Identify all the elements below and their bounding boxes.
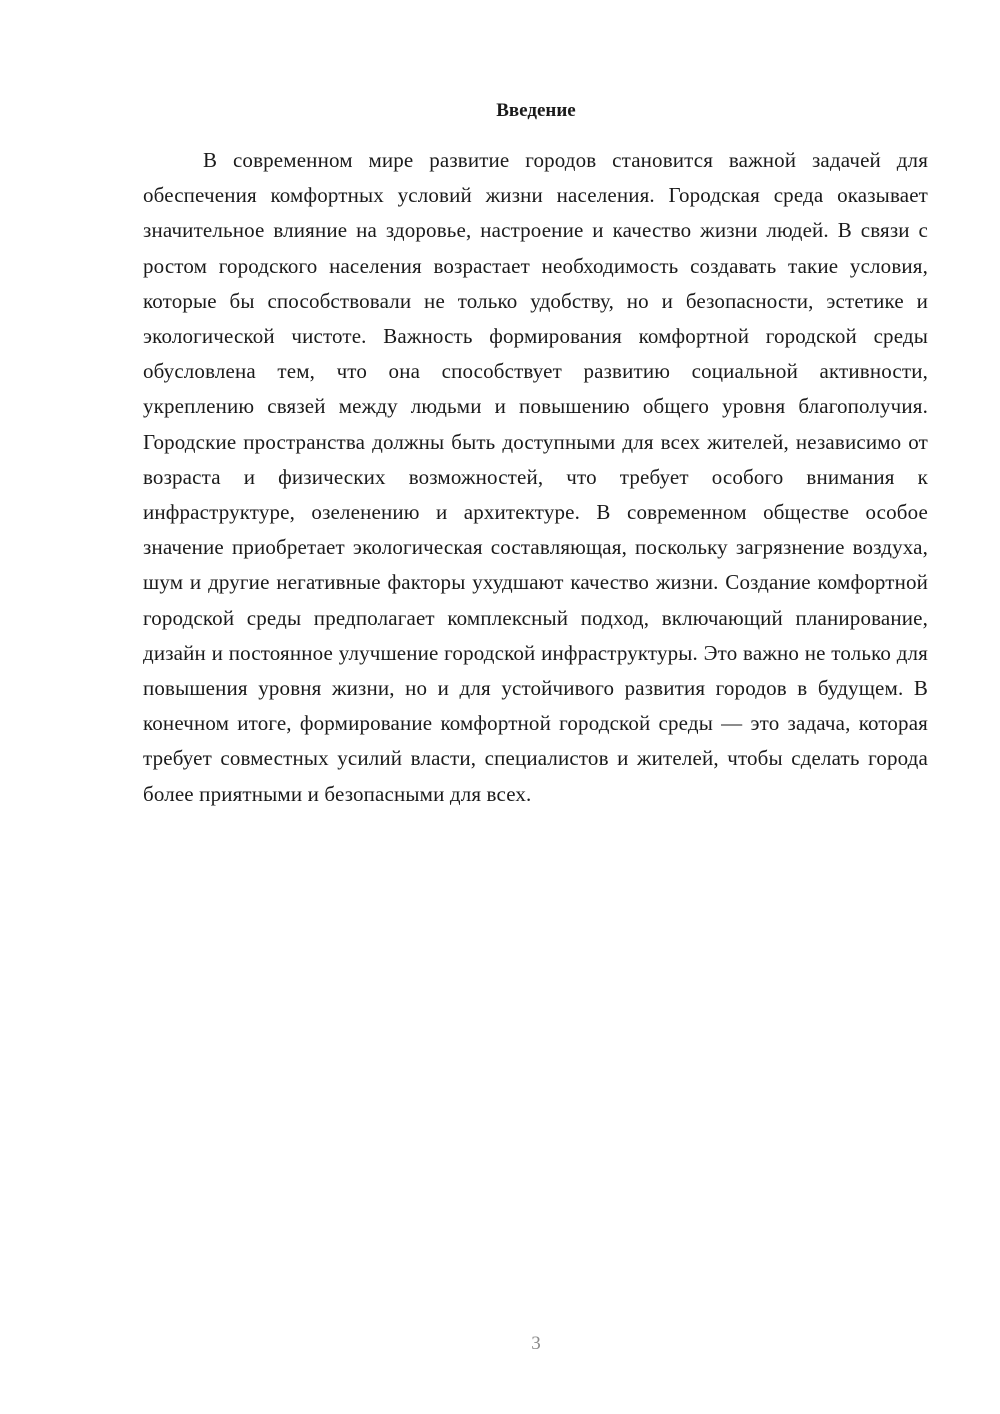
section-heading: Введение: [496, 100, 576, 121]
body-paragraph: В современном мире развитие городов становится важной задачей для обеспечения комфортных условий жизни населения. Городская среда оказывает значительное влияние на здоровье, настроение и качество жизни людей. В связи с ростом городского населения возрастает необходимость создавать такие условия, которые бы способствовали не только удобству, но и безопасности, эстетике и экологической чистоте. Важность формирования комфортной городской среды обусловлена тем, что она способствует развитию социальной активности, укреплению связей между людьми и повышению общего уровня благополучия. Городские пространства должны быть доступными для всех жителей, независимо от возраста и физических возможностей, что требует особого внимания к инфраструктуре, озеленению и архитектуре. В современном обществе особое значение приобретает экологическая составляющая, поскольку загрязнение воздуха, шум и другие негативные факторы ухудшают качество жизни. Создание комфортной городской среды предполагает комплексный подход, включающий планирование, дизайн и постоянное улучшение городской инфраструктуры. Это важно не только для повышения уровня жизни, но и для устойчивого развития городов в будущем. В конечном итоге, формирование комфортной городской среды — это задача, которая требует совместных усилий власти, специалистов и жителей, чтобы сделать города более приятными и безопасными для всех.: [143, 148, 928, 806]
page-number: 3: [531, 1333, 541, 1354]
